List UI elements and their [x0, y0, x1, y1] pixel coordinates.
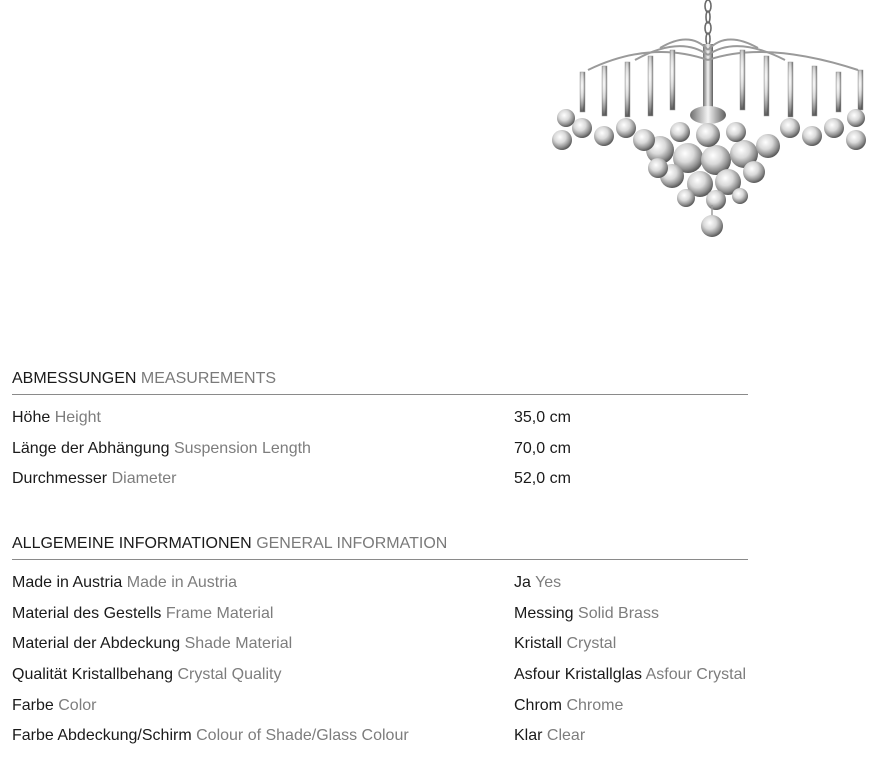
- label-de: Höhe: [12, 409, 51, 426]
- spec-row-color: [12, 691, 748, 722]
- label-en: Made in Austria: [126, 574, 238, 591]
- label-de: Material der Abdeckung: [12, 635, 181, 653]
- spec-label: [12, 629, 292, 660]
- label-de: Qualität Kristallbehang: [12, 666, 173, 684]
- value-de: Klar: [514, 727, 543, 745]
- label-en: Frame Material: [165, 604, 274, 622]
- spec-row-made-in-austria: [12, 568, 748, 599]
- label-en: Diameter: [111, 470, 177, 488]
- heading-en: MEASUREMENTS: [140, 370, 277, 387]
- value-de: Chrom: [514, 696, 563, 714]
- spec-value: [514, 403, 571, 434]
- spec-label: [12, 599, 273, 630]
- measurements-heading: [12, 366, 748, 395]
- value-en: Asfour Crystal: [645, 666, 747, 684]
- label-en: Shade Material: [184, 635, 293, 653]
- value-de: 70,0 cm: [514, 439, 571, 457]
- label-de: Made in Austria: [12, 574, 123, 591]
- general-info-section: [12, 531, 748, 752]
- label-en: Crystal Quality: [177, 666, 282, 684]
- label-de: Material des Gestells: [12, 604, 162, 622]
- spec-value: [514, 691, 623, 722]
- label-en: Color: [58, 696, 97, 714]
- label-de: Länge der Abhängung: [12, 439, 170, 457]
- value-en: Crystal: [566, 635, 617, 653]
- spec-row-crystal-quality: [12, 660, 748, 691]
- value-de: Kristall: [514, 635, 563, 653]
- label-en: Colour of Shade/Glass Colour: [196, 727, 409, 745]
- spec-value: [514, 629, 616, 660]
- spec-label: [12, 434, 311, 465]
- spec-row-frame-material: [12, 599, 748, 630]
- spec-label: [12, 660, 281, 691]
- spec-value: [514, 568, 561, 599]
- spec-row-diameter: [12, 464, 748, 495]
- spec-row-height: [12, 403, 748, 434]
- spec-label: [12, 568, 237, 599]
- value-en: Solid Brass: [578, 604, 659, 622]
- measurements-section: [12, 366, 748, 495]
- label-en: Suspension Length: [173, 439, 311, 457]
- spec-label: [12, 691, 96, 722]
- value-de: Messing: [514, 604, 574, 622]
- crystal-chandelier-icon: [540, 0, 876, 250]
- spec-label: [12, 403, 101, 434]
- heading-de: ABMESSUNGEN: [12, 370, 137, 387]
- product-image: [540, 0, 876, 250]
- spec-value: [514, 434, 571, 465]
- spec-value: [514, 660, 746, 691]
- heading-de: ALLGEMEINE INFORMATIONEN: [12, 535, 252, 552]
- value-de: Ja: [514, 574, 531, 591]
- label-de: Durchmesser: [12, 470, 108, 488]
- spec-label: [12, 721, 409, 752]
- spec-value: [514, 599, 659, 630]
- value-en: Yes: [535, 574, 562, 591]
- spec-value: [514, 464, 571, 495]
- label-de: Farbe: [12, 696, 54, 714]
- spec-row-suspension-length: [12, 434, 748, 465]
- general-info-heading: [12, 531, 748, 560]
- spec-value: [514, 721, 585, 752]
- spec-label: [12, 464, 177, 495]
- label-en: Height: [54, 409, 101, 426]
- value-de: Asfour Kristallglas: [514, 666, 643, 684]
- label-de: Farbe Abdeckung/Schirm: [12, 727, 192, 745]
- value-de: 52,0 cm: [514, 470, 571, 488]
- heading-en: GENERAL INFORMATION: [256, 535, 448, 552]
- value-en: Clear: [546, 727, 586, 745]
- value-en: Chrome: [566, 696, 624, 714]
- spec-row-shade-color: [12, 721, 748, 752]
- value-de: 35,0 cm: [514, 409, 571, 426]
- spec-row-shade-material: [12, 629, 748, 660]
